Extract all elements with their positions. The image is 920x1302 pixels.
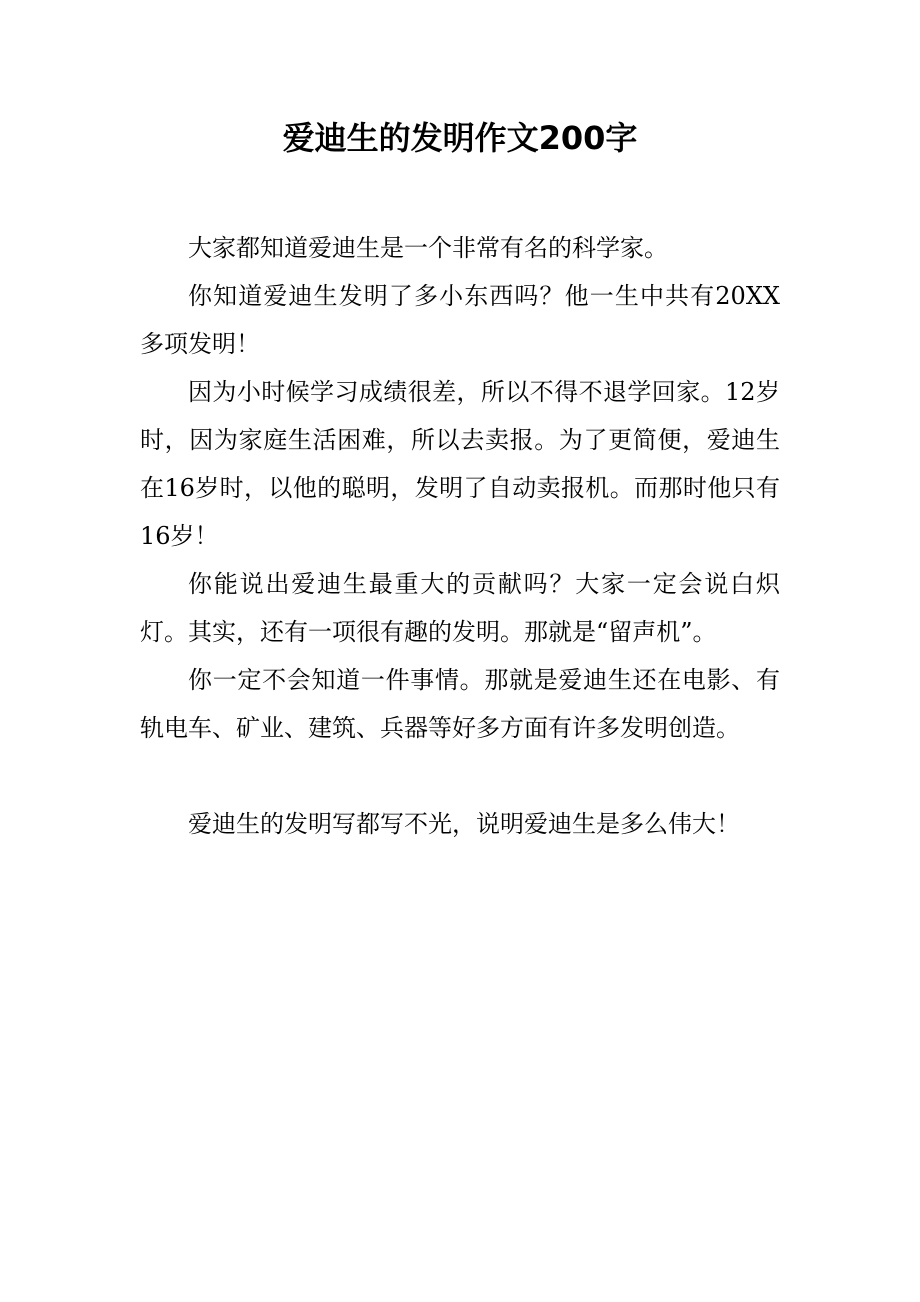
paragraph-2: 你知道爱迪生发明了多小东西吗？他一生中共有20XX多项发明！ bbox=[140, 282, 780, 358]
document-title: 爱迪生的发明作文200字 bbox=[282, 119, 638, 157]
paragraph-gap bbox=[140, 752, 780, 800]
document-body bbox=[140, 224, 780, 848]
closing-paragraph: 爱迪生的发明写都写不光，说明爱迪生是多么伟大！ bbox=[188, 810, 740, 838]
paragraph-1: 大家都知道爱迪生是一个非常有名的科学家。 bbox=[188, 234, 668, 262]
paragraph-4: 你能说出爱迪生最重大的贡献吗？大家一定会说白炽灯。其实，还有一项很有趣的发明。那就是“留声机”。 bbox=[140, 570, 780, 646]
paragraph-5: 你一定不会知道一件事情。那就是爱迪生还在电影、有轨电车、矿业、建筑、兵器等好多方面有许多发明创造。 bbox=[140, 666, 780, 742]
paragraph-3: 因为小时候学习成绩很差，所以不得不退学回家。12岁时，因为家庭生活困难，所以去卖报。为了更简便，爱迪生在16岁时，以他的聪明，发明了自动卖报机。而那时他只有16岁！ bbox=[140, 378, 780, 550]
